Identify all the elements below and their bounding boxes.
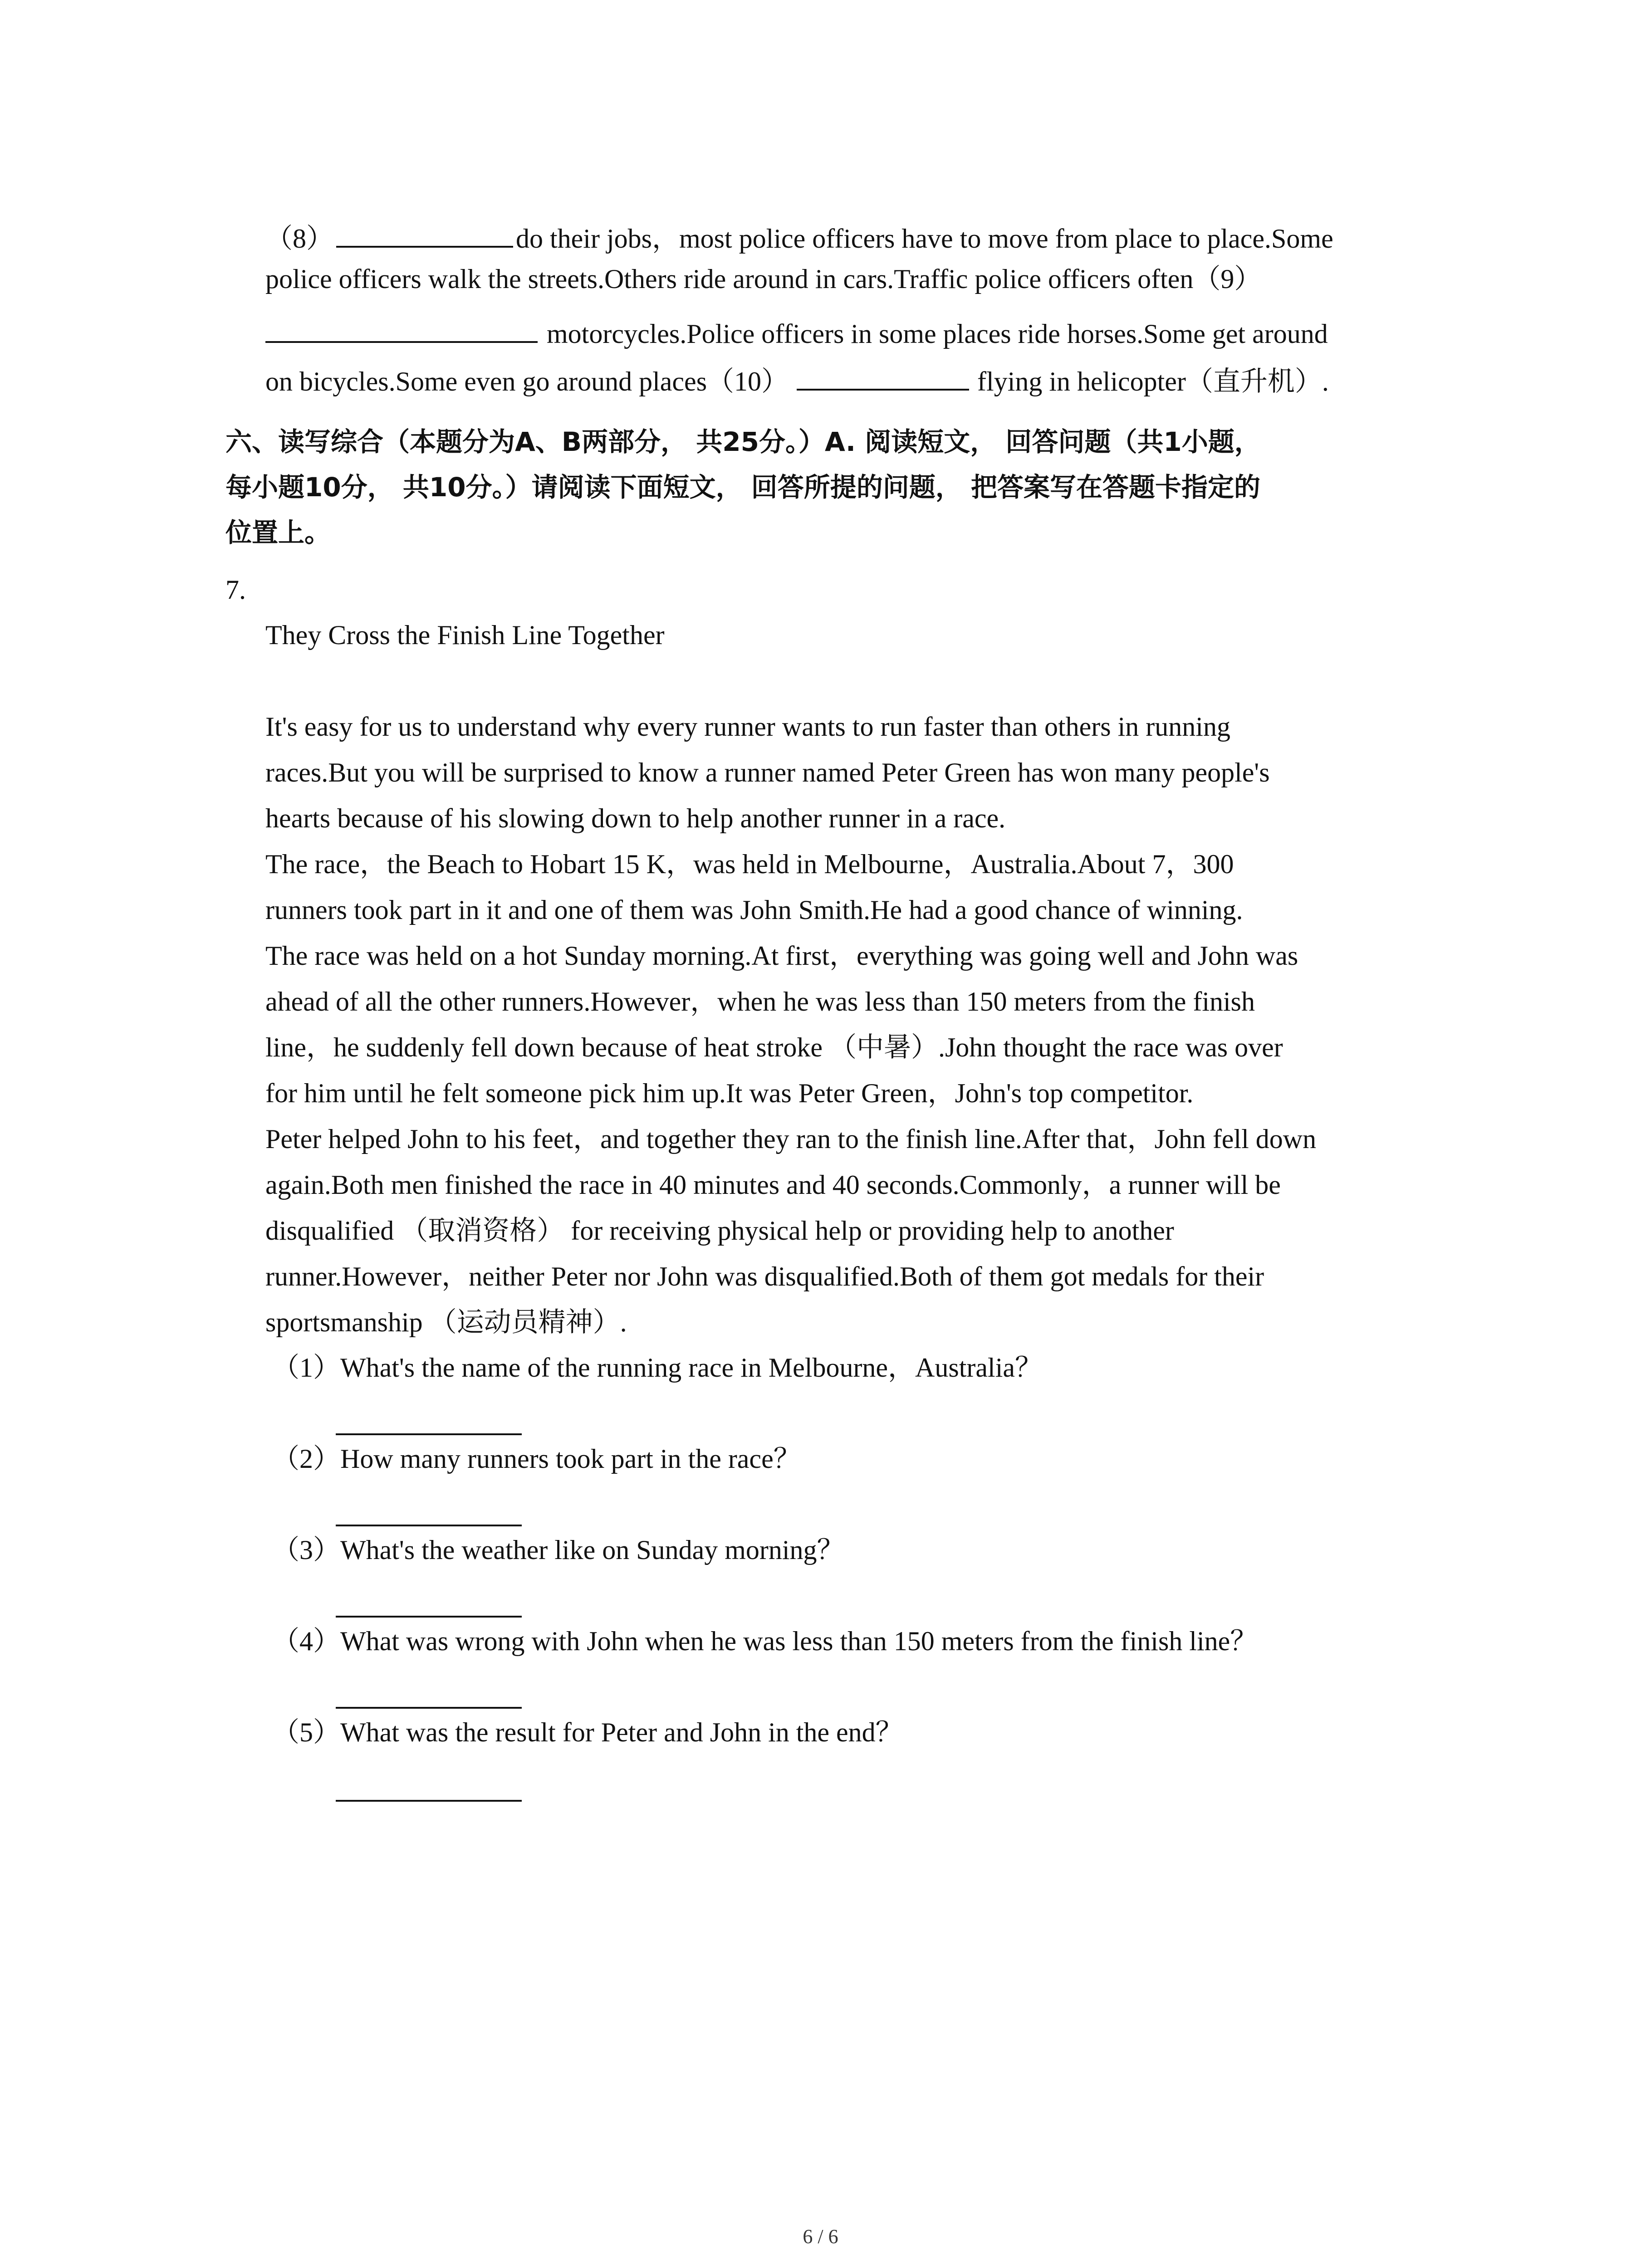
answer-line-1[interactable] — [336, 1433, 522, 1435]
passage-text: do their jobs，most police officers have to move from place to place.Some — [516, 224, 1333, 254]
passage-text: motorcycles.Police officers in some places ride horses.Some get around — [547, 319, 1328, 349]
question-number: 7. — [225, 575, 246, 605]
answer-line-4[interactable] — [336, 1707, 522, 1709]
passage-line-4 — [265, 363, 1329, 395]
article-line: ahead of all the other runners.However，when he was less than 150 meters from the finish — [265, 987, 1255, 1017]
article-line: runners took part in it and one of them was John Smith.He had a good chance of winning. — [265, 895, 1243, 925]
question-1 — [272, 1354, 1042, 1381]
question-number-label: （3） — [272, 1535, 340, 1565]
passage-line-1 — [265, 220, 1333, 252]
page-indicator: 6 / 6 — [803, 2225, 838, 2248]
article-title: They Cross the Finish Line Together — [265, 620, 665, 650]
question-text: How many runners took part in the race？ — [340, 1444, 801, 1474]
article-line: The race，the Beach to Hobart 15 K，was held in Melbourne，Australia.About 7，300 — [265, 849, 1234, 879]
question-number-label: （5） — [272, 1717, 340, 1747]
section-heading-line-1: 六、读写综合（本题分为A、B两部分， 共25分。）A. 阅读短文， 回答问题（共1小题， — [225, 426, 1261, 457]
blank-number-8: （8） — [265, 224, 333, 254]
passage-line-3 — [265, 315, 1328, 347]
passage-line-2: police officers walk the streets.Others ride around in cars.Traffic police officers often（9） — [265, 264, 1262, 294]
section-heading-line-2: 每小题10分， 共10分。）请阅读下面短文， 回答所提的问题， 把答案写在答题卡指定的 — [225, 472, 1261, 503]
answer-line-3[interactable] — [336, 1616, 522, 1618]
article-line: It's easy for us to understand why every runner wants to run faster than others in running — [265, 712, 1230, 742]
question-number-label: （1） — [272, 1353, 340, 1383]
article-line: races.But you will be surprised to know a runner named Peter Green has won many people's — [265, 758, 1270, 787]
question-2 — [272, 1445, 801, 1472]
article-line: again.Both men finished the race in 40 minutes and 40 seconds.Commonly，a runner will be — [265, 1170, 1281, 1200]
question-4 — [272, 1628, 1257, 1655]
question-text: What's the weather like on Sunday morning？ — [340, 1535, 844, 1565]
article-line: disqualified （取消资格） for receiving physical help or providing help to another — [265, 1216, 1174, 1246]
fill-blank-8[interactable] — [336, 220, 513, 248]
fill-blank-10[interactable] — [797, 363, 969, 391]
question-number-label: （2） — [272, 1444, 340, 1474]
passage-text: on bicycles.Some even go around places（10） — [265, 367, 789, 396]
answer-line-2[interactable] — [336, 1525, 522, 1526]
question-text: What was wrong with John when he was less than 150 meters from the finish line？ — [340, 1626, 1258, 1656]
article-line: sportsmanship （运动员精神）. — [265, 1307, 627, 1337]
article-line: line，he suddenly fell down because of heat stroke （中暑）.John thought the race was over — [265, 1032, 1283, 1062]
section-heading-line-3: 位置上。 — [225, 517, 331, 548]
article-line: The race was held on a hot Sunday morning.At first，everything was going well and John was — [265, 941, 1298, 971]
passage-text: flying in helicopter（直升机）. — [977, 367, 1329, 396]
article-line: Peter helped John to his feet，and together they ran to the finish line.After that，John fell down — [265, 1124, 1317, 1154]
question-number-label: （4） — [272, 1626, 340, 1656]
article-line: runner.However，neither Peter nor John was disqualified.Both of them got medals for their — [265, 1261, 1264, 1291]
fill-blank-9[interactable] — [265, 315, 538, 343]
article-line: hearts because of his slowing down to help another runner in a race. — [265, 803, 1006, 833]
question-3 — [272, 1536, 844, 1564]
article-line: for him until he felt someone pick him up.It was Peter Green，John's top competitor. — [265, 1078, 1194, 1108]
question-text: What's the name of the running race in Melbourne，Australia？ — [340, 1353, 1042, 1383]
question-5 — [272, 1719, 903, 1746]
answer-line-5[interactable] — [336, 1800, 522, 1802]
question-text: What was the result for Peter and John in the end？ — [340, 1717, 903, 1747]
